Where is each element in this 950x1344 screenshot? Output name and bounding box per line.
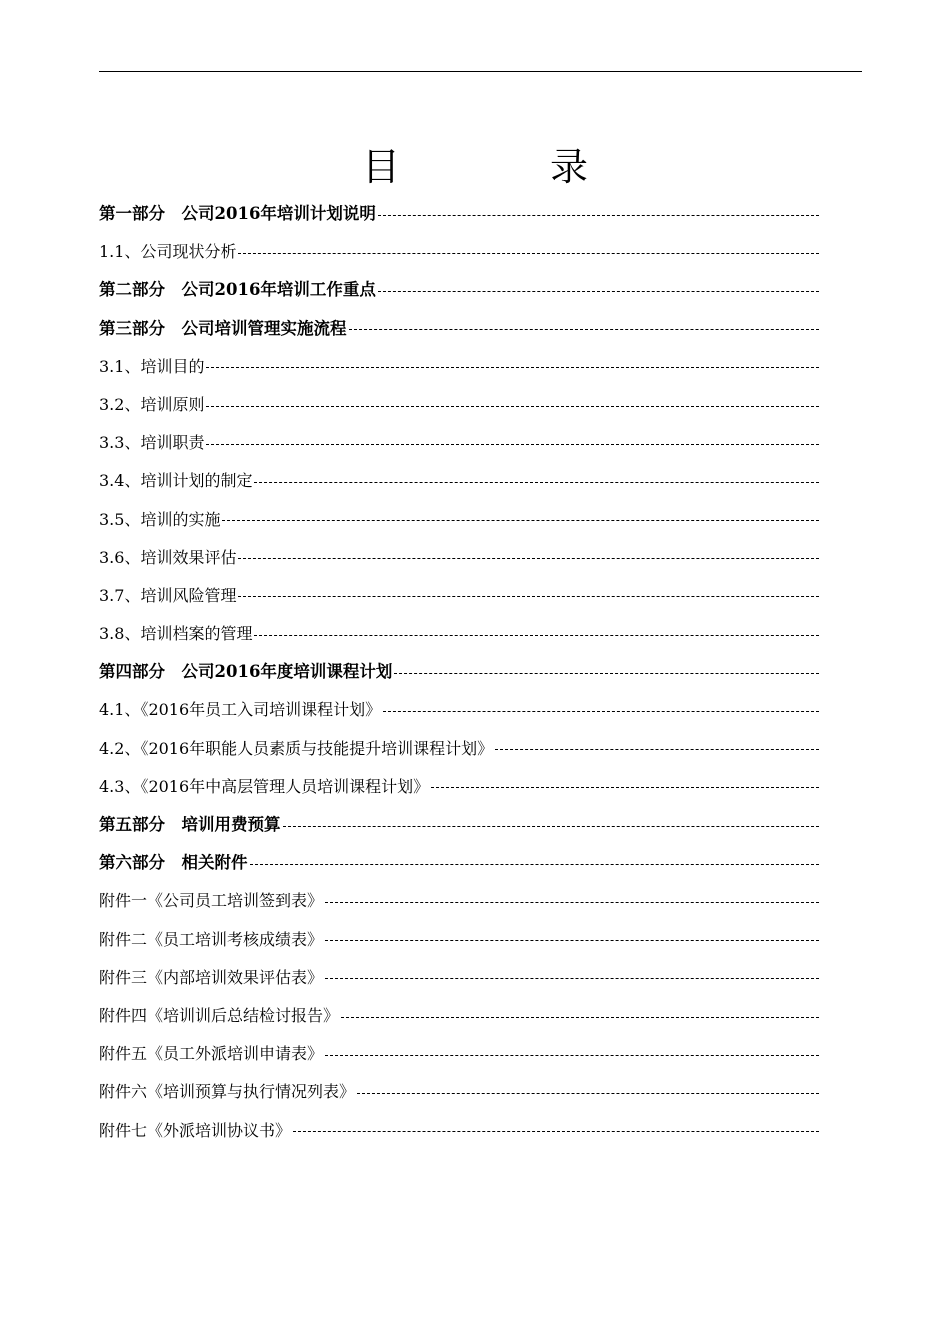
toc-dash-leader xyxy=(254,482,819,483)
toc-entry-text: 第二部分 公司2016年培训工作重点 xyxy=(99,280,376,300)
toc-dash-leader xyxy=(349,329,820,330)
toc-section-entry[interactable] xyxy=(99,233,819,271)
header-rule xyxy=(99,71,862,72)
toc-dash-leader xyxy=(222,520,819,521)
toc-part-entry[interactable] xyxy=(99,195,819,233)
toc-section-entry[interactable] xyxy=(99,386,819,424)
toc-entry-text: 3.7、培训风险管理 xyxy=(99,585,237,605)
toc-entry-text: 3.2、培训原则 xyxy=(99,394,205,414)
toc-dash-leader xyxy=(206,444,819,445)
toc-section-entry[interactable] xyxy=(99,1112,819,1150)
toc-section-entry[interactable] xyxy=(99,348,819,386)
toc-dash-leader xyxy=(238,558,819,559)
toc-dash-leader xyxy=(238,596,819,597)
toc-part-entry[interactable] xyxy=(99,271,819,309)
toc-entry-text: 3.1、培训目的 xyxy=(99,356,205,376)
toc-section-entry[interactable] xyxy=(99,539,819,577)
toc-section-entry[interactable] xyxy=(99,997,819,1035)
toc-part-entry[interactable] xyxy=(99,844,819,882)
toc-dash-leader xyxy=(325,902,819,903)
toc-dash-leader xyxy=(325,940,819,941)
toc-section-entry[interactable] xyxy=(99,501,819,539)
toc-entry-text: 附件三《内部培训效果评估表》 xyxy=(99,967,324,987)
toc-section-entry[interactable] xyxy=(99,424,819,462)
toc-entry-text: 3.4、培训计划的制定 xyxy=(99,471,253,491)
toc-dash-leader xyxy=(431,787,819,788)
toc-entry-text: 附件二《员工培训考核成绩表》 xyxy=(99,929,324,949)
toc-section-entry[interactable] xyxy=(99,1073,819,1111)
toc-entry-text: 4.2、《2016年职能人员素质与技能提升培训课程计划》 xyxy=(99,738,494,758)
toc-dash-leader xyxy=(325,978,819,979)
toc-dash-leader xyxy=(254,635,819,636)
toc-dash-leader xyxy=(341,1017,819,1018)
toc-dash-leader xyxy=(357,1093,819,1094)
toc-entry-text: 第六部分 相关附件 xyxy=(99,853,248,873)
toc-section-entry[interactable] xyxy=(99,959,819,997)
toc-entry-text: 第四部分 公司2016年度培训课程计划 xyxy=(99,662,393,682)
toc-title: 目 录 xyxy=(361,145,644,189)
toc-dash-leader xyxy=(378,291,819,292)
toc-entry-text: 附件四《培训训后总结检讨报告》 xyxy=(99,1005,340,1025)
toc-section-entry[interactable] xyxy=(99,691,819,729)
toc-entry-text: 3.5、培训的实施 xyxy=(99,509,221,529)
toc-entry-text: 3.3、培训职责 xyxy=(99,433,205,453)
toc-dash-leader xyxy=(283,826,820,827)
toc-dash-leader xyxy=(238,253,819,254)
toc-dash-leader xyxy=(495,749,819,750)
toc-entry-text: 附件六《培训预算与执行情况列表》 xyxy=(99,1082,356,1102)
toc-entry-text: 附件五《员工外派培训申请表》 xyxy=(99,1044,324,1064)
toc-part-entry[interactable] xyxy=(99,653,819,691)
toc-section-entry[interactable] xyxy=(99,462,819,500)
toc-entry-text: 第一部分 公司2016年培训计划说明 xyxy=(99,204,376,223)
toc-list xyxy=(99,195,819,1150)
toc-section-entry[interactable] xyxy=(99,882,819,920)
toc-entry-text: 3.6、培训效果评估 xyxy=(99,547,237,567)
toc-entry-text: 4.1、《2016年员工入司培训课程计划》 xyxy=(99,700,382,720)
toc-section-entry[interactable] xyxy=(99,1035,819,1073)
toc-section-entry[interactable] xyxy=(99,768,819,806)
toc-entry-text: 4.3、《2016年中高层管理人员培训课程计划》 xyxy=(99,776,430,796)
toc-dash-leader xyxy=(206,367,819,368)
toc-dash-leader xyxy=(325,1055,819,1056)
toc-dash-leader xyxy=(293,1131,819,1132)
toc-section-entry[interactable] xyxy=(99,921,819,959)
toc-part-entry[interactable] xyxy=(99,310,819,348)
toc-entry-text: 1.1、公司现状分析 xyxy=(99,242,237,262)
toc-section-entry[interactable] xyxy=(99,615,819,653)
toc-entry-text: 附件一《公司员工培训签到表》 xyxy=(99,891,324,911)
toc-dash-leader xyxy=(383,711,819,712)
toc-part-entry[interactable] xyxy=(99,806,819,844)
toc-entry-text: 附件七《外派培训协议书》 xyxy=(99,1120,292,1140)
toc-dash-leader xyxy=(378,215,819,216)
toc-entry-text: 第五部分 培训用费预算 xyxy=(99,815,281,834)
toc-dash-leader xyxy=(206,406,819,407)
toc-dash-leader xyxy=(394,673,819,674)
toc-entry-text: 第三部分 公司培训管理实施流程 xyxy=(99,318,347,338)
toc-dash-leader xyxy=(250,864,820,865)
toc-entry-text: 3.8、培训档案的管理 xyxy=(99,624,253,644)
toc-section-entry[interactable] xyxy=(99,730,819,768)
toc-section-entry[interactable] xyxy=(99,577,819,615)
